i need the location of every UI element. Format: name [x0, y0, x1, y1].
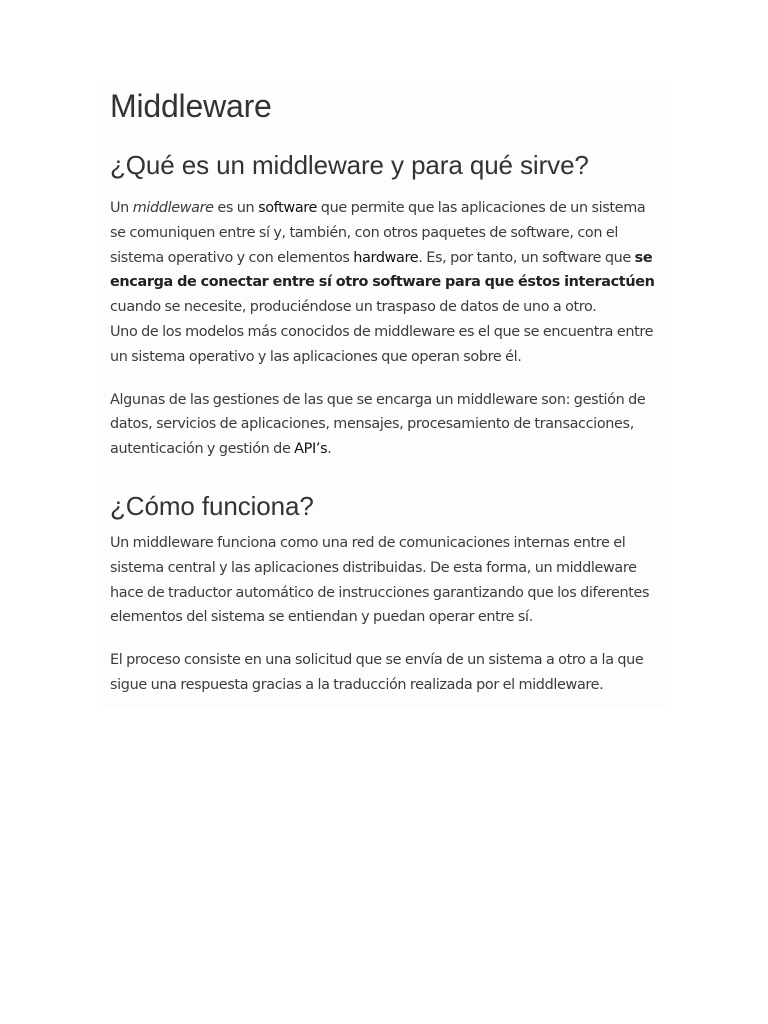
text: Un	[110, 200, 133, 216]
bold-definition: se encarga de conectar entre sí otro software para que éstos interactúen	[110, 249, 655, 291]
text: cuando se necesite, produciéndose un traspaso de datos de uno a otro.	[110, 299, 597, 316]
text: .	[327, 441, 332, 458]
text: Algunas de las gestiones de las que se encarga un middleware son: gestión de datos, servicios de aplicaciones, mensajes, procesamiento de transacciones, autenticación y gestión de	[110, 391, 646, 458]
link-apis[interactable]: API’s	[294, 441, 328, 458]
paragraph-process: El proceso consiste en una solicitud que se envía de un sistema a otro a la que sigue una respuesta gracias a la traducción realizada por el middleware.	[110, 652, 644, 693]
paragraph-functions	[110, 388, 658, 462]
link-software[interactable]: software	[258, 200, 318, 216]
text: que permite que las aplicaciones de un sistema se comuniquen entre sí y, también, con otros paquetes de software, con el sistema operativo y con elementos	[110, 200, 646, 266]
page-title: Middleware	[110, 88, 272, 124]
article-body	[98, 80, 670, 708]
emphasis-middleware: middleware	[132, 200, 214, 216]
link-hardware[interactable]: hardware	[353, 249, 419, 266]
text: es un	[213, 200, 259, 216]
text: . Es, por tanto, un software que	[418, 249, 635, 266]
section-heading-how-it-works: ¿Cómo funciona?	[110, 490, 314, 521]
paragraph-definition	[110, 196, 658, 370]
text: Uno de los modelos más conocidos de middleware es el que se encuentra entre un sistema operativo y las aplicaciones que operan sobre él.	[110, 323, 654, 365]
paragraph-how-it-works: Un middleware funciona como una red de comunicaciones internas entre el sistema central y las aplicaciones distribuidas. De esta forma, un middleware hace de traductor automático de instrucciones garantizando que los diferentes elementos del sistema se entiendan y puedan operar entre sí.	[110, 534, 650, 626]
section-heading-what-is: ¿Qué es un middleware y para qué sirve?	[110, 150, 589, 180]
